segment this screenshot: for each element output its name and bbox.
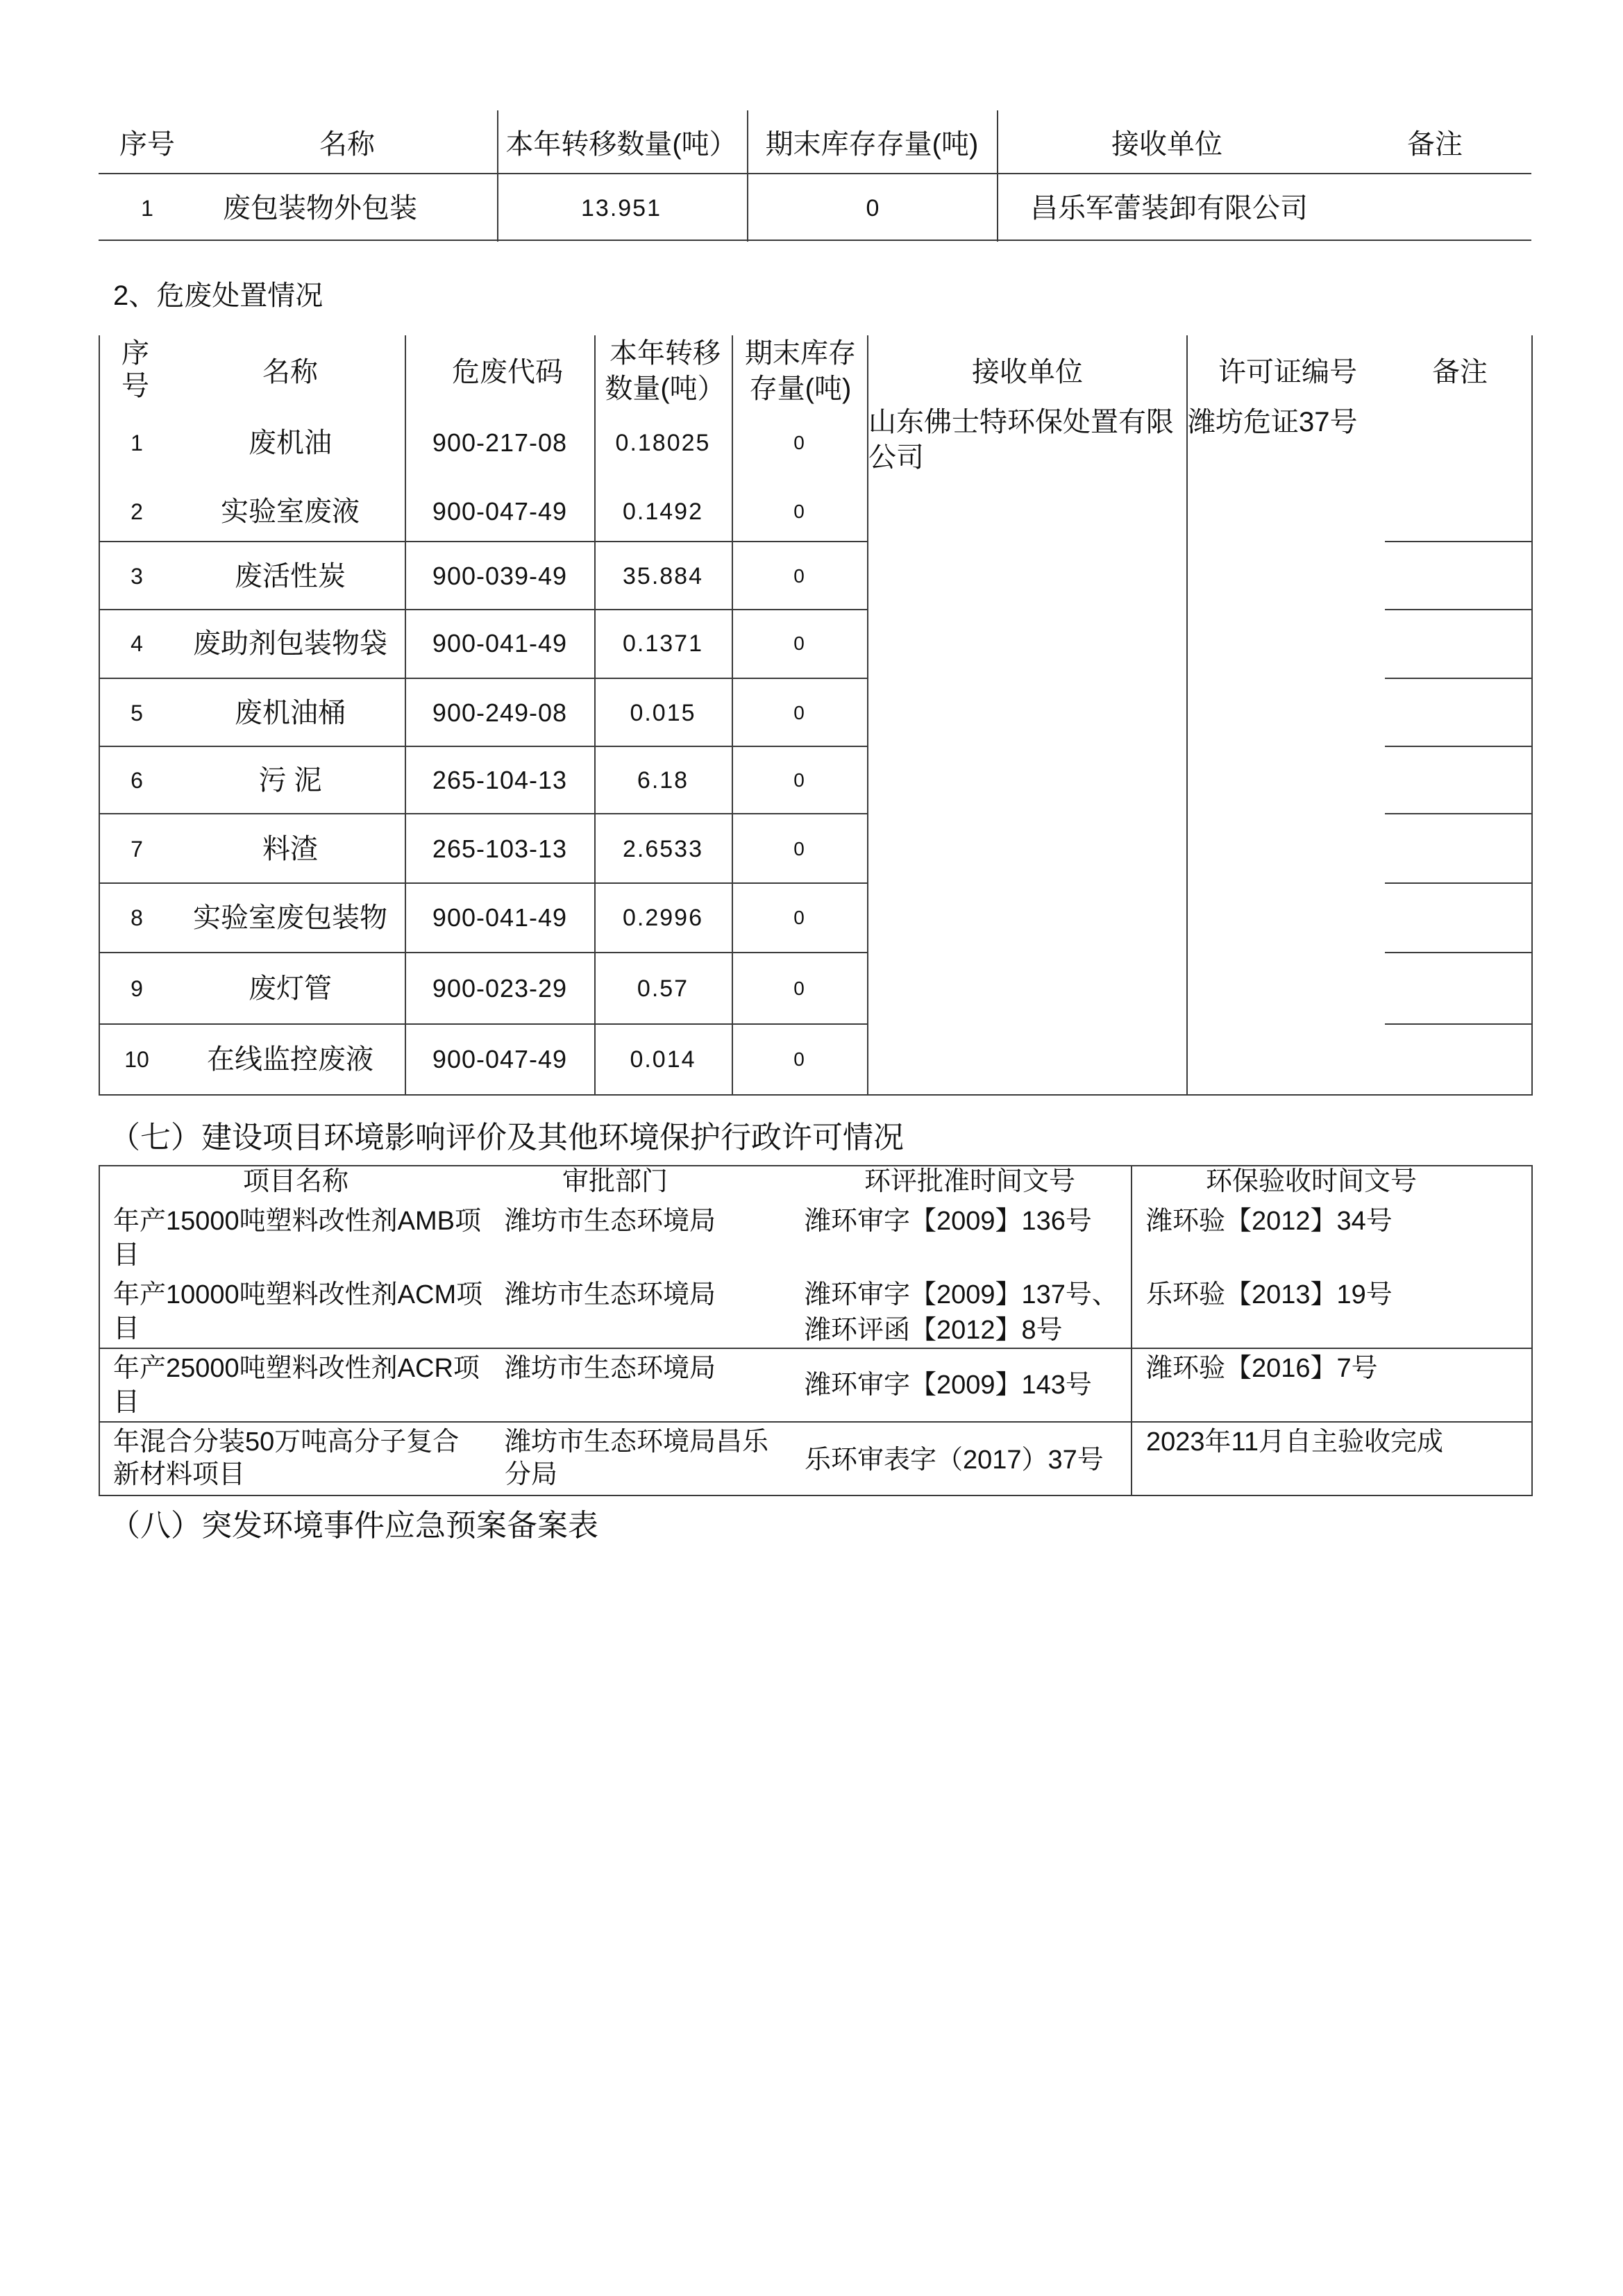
waste-code: 265-104-13 [432,766,568,794]
row-number: 2 [131,499,143,524]
header-no: 序号 [119,129,175,160]
waste-code: 900-039-49 [432,562,568,590]
table-left-border [99,1165,100,1496]
waste-name: 废灯管 [249,973,332,1004]
row-divider [1385,541,1533,542]
closing-stock: 0 [793,1048,805,1070]
waste-code: 900-041-49 [432,903,568,932]
header-no-line1: 序 [121,338,149,369]
row-divider [1385,678,1533,679]
row-divider [1385,952,1533,953]
closing-stock: 0 [793,838,805,860]
header-closing-stock-line1: 期末库存 [745,338,856,369]
transfer-quantity: 6.18 [637,767,689,794]
receiver-name: 昌乐军蕾装卸有限公司 [1030,193,1308,224]
column-divider [1131,1165,1132,1496]
row-number: 1 [141,196,153,221]
header-receiver: 接收单位 [1111,129,1222,160]
eia-approval-number-line1: 潍环审字【2009】137号、 [805,1280,1118,1309]
transfer-quantity: 0.1492 [623,498,703,525]
row-number: 6 [131,768,143,793]
waste-name: 料渣 [262,834,318,864]
transfer-quantity: 35.884 [623,563,703,589]
project-name-line1: 年产25000吨塑料改性剂ACR项 [113,1354,480,1383]
acceptance-number: 2023年11月自主验收完成 [1146,1427,1443,1457]
project-name-line2: 目 [113,1241,140,1270]
row-divider [99,952,868,953]
waste-code: 900-023-29 [432,974,568,1003]
project-name-line1: 年混合分装50万吨高分子复合 [113,1427,460,1457]
row-divider [99,813,868,814]
license-number: 潍坊危证37号 [1188,407,1358,437]
receiver-name-line1: 山东佛士特环保处置有限 [868,407,1174,437]
section-title-emergency: （八）突发环境事件应急预案备案表 [110,1509,598,1543]
row-number: 4 [131,631,143,656]
header-waste-code: 危废代码 [452,357,563,387]
header-project-name: 项目名称 [242,1167,349,1196]
transfer-quantity: 0.2996 [623,905,703,931]
waste-code: 900-041-49 [432,629,568,657]
closing-stock: 0 [793,432,805,453]
waste-name: 废活性炭 [235,561,346,592]
row-number: 7 [131,837,143,862]
table-bottom-border [99,1094,1533,1096]
waste-code: 265-103-13 [432,835,568,863]
waste-name: 废机油 [249,428,332,458]
header-receiver: 接收单位 [972,357,1083,387]
waste-code: 900-047-49 [432,1045,568,1073]
row-divider [1385,609,1533,610]
header-closing-stock: 期末库存存量(吨) [765,129,979,160]
column-divider [1186,335,1188,1096]
header-remark: 备注 [1432,357,1488,387]
header-transfer-quantity-line1: 本年转移 [609,338,721,369]
row-number: 8 [131,905,143,930]
approval-department: 潍坊市生态环境局 [505,1207,716,1236]
eia-approval-number-line2: 潍环评函【2012】8号 [805,1316,1063,1345]
column-divider [747,110,748,242]
table-bottom-border [99,1495,1533,1496]
header-name: 名称 [319,129,375,160]
column-divider [405,335,406,1096]
header-no-line2: 号 [121,371,149,401]
column-divider [594,335,596,1096]
waste-name: 废包装物外包装 [223,193,417,224]
row-divider [1385,746,1533,747]
eia-approval-number: 潍环审字【2009】143号 [805,1371,1092,1400]
waste-code: 900-217-08 [432,428,568,457]
closing-stock: 0 [793,978,805,999]
section-title-permits: （七）建设项目环境影响评价及其他环境保护行政许可情况 [110,1121,904,1155]
row-divider [99,882,868,884]
closing-stock: 0 [793,702,805,723]
section-title-hazardous: 2、危废处置情况 [113,280,323,311]
row-number: 5 [131,701,143,726]
row-divider [99,746,868,747]
closing-stock: 0 [793,769,805,791]
approval-department: 潍坊市生态环境局 [505,1354,716,1383]
header-acceptance: 环保验收时间文号 [1205,1167,1418,1196]
column-divider [997,110,998,242]
table-right-border [1531,335,1533,1096]
row-number: 1 [131,430,143,455]
header-transfer-quantity-line2: 数量(吨） [605,374,725,404]
row-divider [99,1421,1533,1423]
row-divider [99,541,868,542]
table-right-border [1531,1165,1533,1496]
header-eia-approval: 环评批准时间文号 [864,1167,1076,1196]
header-closing-stock-line2: 存量(吨) [749,374,852,404]
eia-approval-number: 乐环审表字（2017）37号 [805,1446,1104,1475]
waste-name: 污 泥 [258,765,322,796]
row-divider [99,1023,868,1025]
closing-stock: 0 [793,632,805,654]
closing-stock: 0 [793,501,805,522]
header-transfer-quantity: 本年转移数量(吨） [505,129,737,160]
receiver-name-line2: 公司 [868,442,924,473]
table-left-border [99,335,100,1096]
eia-approval-number: 潍环审字【2009】136号 [805,1207,1092,1236]
waste-name: 在线监控废液 [207,1044,373,1075]
row-number: 10 [124,1047,149,1072]
header-remark: 备注 [1407,129,1463,160]
header-name: 名称 [262,357,318,387]
waste-name: 实验室废包装物 [193,903,387,933]
approval-department-line2: 分局 [505,1460,558,1489]
project-name-line1: 年产10000吨塑料改性剂ACM项 [113,1280,483,1309]
approval-department: 潍坊市生态环境局 [505,1280,716,1309]
row-divider [99,609,868,610]
header-license-number: 许可证编号 [1218,357,1357,387]
waste-name: 废助剂包装物袋 [193,628,387,659]
row-divider [1385,813,1533,814]
waste-code: 900-047-49 [432,497,568,526]
project-name-line2: 目 [113,1314,140,1343]
column-divider [732,335,733,1096]
row-divider [1385,1023,1533,1025]
acceptance-number: 乐环验【2013】19号 [1146,1280,1393,1309]
project-name-line1: 年产15000吨塑料改性剂AMB项 [113,1207,482,1236]
transfer-quantity: 13.951 [581,195,662,221]
waste-name: 实验室废液 [221,496,360,527]
row-divider [99,678,868,679]
closing-stock: 0 [793,907,805,928]
transfer-quantity: 0.015 [630,700,696,726]
closing-stock: 0 [866,195,880,221]
row-number: 9 [131,976,143,1001]
column-divider [497,110,498,242]
project-name-line2: 新材料项目 [113,1460,246,1489]
table-top-border [99,1165,1533,1166]
transfer-quantity: 0.1371 [623,630,703,657]
row-number: 3 [131,564,143,589]
closing-stock: 0 [793,565,805,587]
row-divider [99,1348,1533,1349]
transfer-quantity: 0.014 [630,1046,696,1073]
waste-name: 废机油桶 [235,698,346,728]
acceptance-number: 潍环验【2016】7号 [1146,1354,1378,1383]
row-divider [99,173,1531,174]
transfer-quantity: 2.6533 [623,836,703,862]
waste-code: 900-249-08 [432,698,568,727]
row-divider [1385,882,1533,884]
project-name-line2: 目 [113,1388,140,1417]
acceptance-number: 潍环验【2012】34号 [1146,1207,1393,1236]
table-bottom-border [99,240,1531,241]
transfer-quantity: 0.18025 [615,430,711,456]
header-approval-department: 审批部门 [562,1167,668,1196]
transfer-quantity: 0.57 [637,975,689,1002]
approval-department-line1: 潍坊市生态环境局昌乐 [505,1427,769,1457]
